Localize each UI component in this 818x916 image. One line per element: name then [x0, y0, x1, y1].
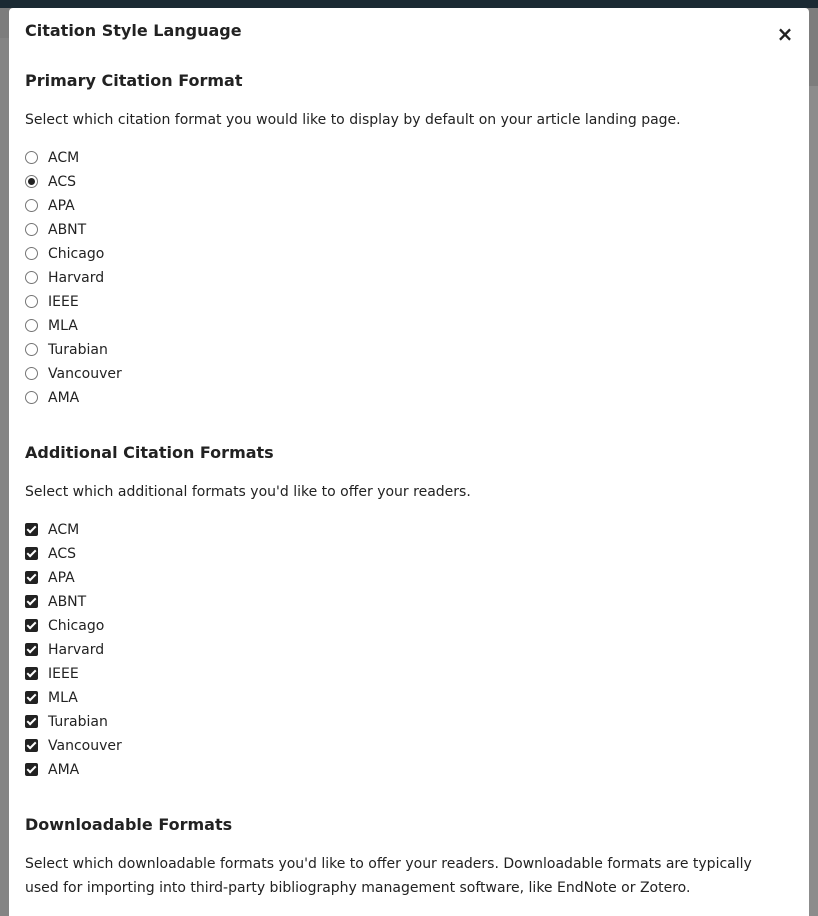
primary-format-option-label: ACM	[48, 150, 80, 166]
primary-format-option[interactable]	[25, 362, 122, 386]
dialog-title: Citation Style Language	[25, 21, 242, 40]
checkbox[interactable]	[25, 739, 38, 752]
radio-button[interactable]	[25, 199, 38, 212]
primary-format-option-label: ACS	[48, 174, 76, 190]
additional-formats-description: Select which additional formats you'd like to offer your readers.	[25, 484, 471, 500]
additional-format-option[interactable]	[25, 662, 122, 686]
additional-format-option[interactable]	[25, 734, 122, 758]
primary-format-option[interactable]	[25, 242, 122, 266]
primary-format-option[interactable]	[25, 314, 122, 338]
primary-format-option-label: Chicago	[48, 246, 105, 262]
additional-format-option[interactable]	[25, 590, 122, 614]
primary-format-option-label: MLA	[48, 318, 78, 334]
primary-format-option[interactable]	[25, 386, 122, 410]
additional-format-option-label: Harvard	[48, 642, 105, 658]
additional-format-option-label: ACS	[48, 546, 76, 562]
additional-format-option[interactable]	[25, 758, 122, 782]
primary-format-option-label: APA	[48, 198, 75, 214]
primary-format-option[interactable]	[25, 338, 122, 362]
radio-button[interactable]	[25, 271, 38, 284]
dialog-header	[9, 8, 809, 56]
radio-button[interactable]	[25, 151, 38, 164]
primary-format-option-label: Vancouver	[48, 366, 122, 382]
checkbox[interactable]	[25, 619, 38, 632]
additional-format-option[interactable]	[25, 638, 122, 662]
primary-format-option[interactable]	[25, 266, 122, 290]
additional-format-option-label: AMA	[48, 762, 80, 778]
additional-format-option-label: APA	[48, 570, 75, 586]
checkbox[interactable]	[25, 595, 38, 608]
additional-format-option-label: Vancouver	[48, 738, 122, 754]
additional-formats-checkbox-group	[25, 518, 122, 782]
primary-format-radio-group	[25, 146, 122, 410]
primary-format-option[interactable]	[25, 170, 122, 194]
radio-button[interactable]	[25, 175, 38, 188]
primary-format-option[interactable]	[25, 146, 122, 170]
background-overlay-left	[0, 38, 9, 916]
additional-format-option-label: Chicago	[48, 618, 105, 634]
radio-button[interactable]	[25, 295, 38, 308]
citation-style-dialog	[9, 8, 809, 916]
primary-format-option-label: ABNT	[48, 222, 87, 238]
primary-format-option-label: Harvard	[48, 270, 105, 286]
primary-format-title: Primary Citation Format	[25, 71, 243, 90]
primary-format-description: Select which citation format you would like to display by default on your article landing page.	[25, 112, 681, 128]
background-header-bar	[0, 0, 818, 8]
additional-format-option[interactable]	[25, 566, 122, 590]
additional-format-option[interactable]	[25, 542, 122, 566]
checkbox[interactable]	[25, 763, 38, 776]
checkbox[interactable]	[25, 571, 38, 584]
additional-format-option[interactable]	[25, 518, 122, 542]
additional-format-option-label: IEEE	[48, 666, 79, 682]
additional-format-option-label: ACM	[48, 522, 80, 538]
primary-format-option-label: Turabian	[48, 342, 108, 358]
checkbox[interactable]	[25, 667, 38, 680]
radio-button[interactable]	[25, 247, 38, 260]
additional-format-option-label: MLA	[48, 690, 78, 706]
checkbox[interactable]	[25, 523, 38, 536]
checkbox[interactable]	[25, 715, 38, 728]
additional-format-option[interactable]	[25, 614, 122, 638]
primary-format-option-label: IEEE	[48, 294, 79, 310]
primary-format-option[interactable]	[25, 218, 122, 242]
primary-format-option[interactable]	[25, 194, 122, 218]
additional-format-option[interactable]	[25, 686, 122, 710]
downloadable-formats-title: Downloadable Formats	[25, 815, 233, 834]
primary-format-option[interactable]	[25, 290, 122, 314]
additional-format-option-label: Turabian	[48, 714, 108, 730]
radio-button[interactable]	[25, 343, 38, 356]
checkbox[interactable]	[25, 547, 38, 560]
additional-format-option-label: ABNT	[48, 594, 87, 610]
close-button[interactable]: ×	[773, 22, 797, 46]
radio-button[interactable]	[25, 367, 38, 380]
radio-button[interactable]	[25, 319, 38, 332]
radio-button[interactable]	[25, 223, 38, 236]
checkbox[interactable]	[25, 643, 38, 656]
primary-format-option-label: AMA	[48, 390, 80, 406]
background-overlay-right	[809, 86, 818, 916]
radio-button[interactable]	[25, 391, 38, 404]
downloadable-formats-description: Select which downloadable formats you'd like to offer your readers. Downloadable formats are typically used for importing into third-party bibliography management software, like EndNote or Zotero.	[25, 856, 752, 896]
checkbox[interactable]	[25, 691, 38, 704]
additional-formats-title: Additional Citation Formats	[25, 443, 274, 462]
additional-format-option[interactable]	[25, 710, 122, 734]
